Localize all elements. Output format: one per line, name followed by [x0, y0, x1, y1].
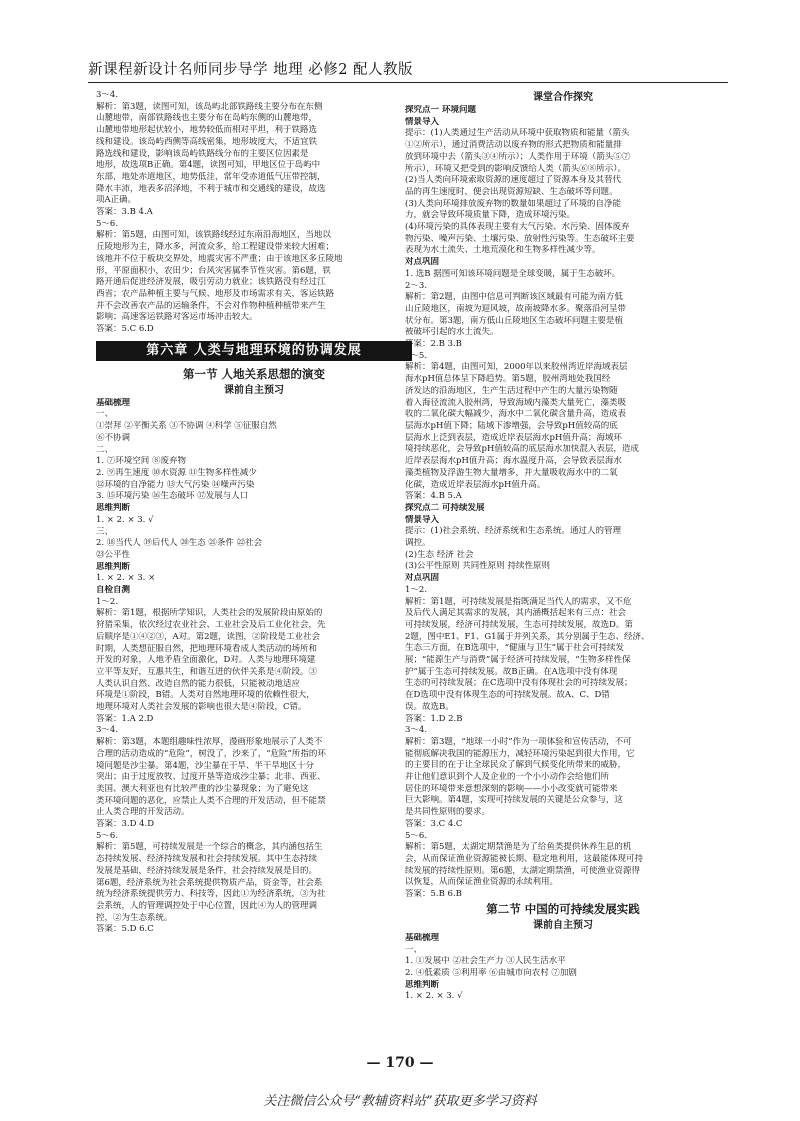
text-line: 3～4.: [405, 725, 428, 736]
text-line: 一、: [96, 409, 114, 420]
text-line: 解析：第3题，读图可知，该岛屿北部铁路线主要分布在东侧: [96, 101, 323, 112]
section-label: 情景导入: [405, 514, 440, 525]
text-line: 第6题，经济系统为社会系统提供物质产品，资金等，社会系: [96, 877, 323, 888]
text-line: 1. × 2. × 3. √: [96, 514, 154, 525]
text-line: 所示），环境又把受到的影响反馈给人类（箭头⑥⑧所示）。: [405, 163, 627, 174]
text-line: 后顺序是①④②③，A对。第2题，读图，②阶段是工业社会: [96, 631, 321, 642]
text-line: 山麓地带，南部铁路线也主要分布在岛屿东侧的山麓地带，: [96, 113, 318, 124]
text-line: ⑥不协调: [96, 432, 131, 443]
text-line: 1. × 2. × 3. ×: [96, 573, 156, 584]
text-line: 1. 选B 据图可知该环境问题是全球变暖，属于生态破坏。: [405, 268, 621, 279]
text-line: 藻类植物及浮游生物大量增多，并大量吸收海水中的二氧: [405, 467, 618, 478]
text-line: 能彻底解决我国的能源压力，减轻环境污染起到很大作用，它: [405, 748, 635, 759]
text-line: 人类认识自然、改造自然的能力很低，只能被动地适应: [96, 678, 301, 689]
text-line: 会系统，人的管理调控处于中心位置，因此④为人的管理调: [96, 901, 318, 911]
text-line: 收的二氧化碳大幅减少，海水中二氧化碳含量升高，造成表: [405, 409, 627, 420]
text-line: 开发的对象，人地矛盾全面激化，D对。人类与地理环境建: [96, 655, 316, 666]
text-line: 地理环境对人类社会发展的影响也很大是④阶段，C错。: [96, 702, 307, 713]
text-line: 解析：第3题，本题组趣味性浓厚，漫画形象地展示了人类不: [96, 737, 323, 748]
text-line: 时期，人类想征服自然，把地理环境看成人类活动的场所和: [96, 643, 318, 654]
section-label: 对点巩固: [405, 573, 440, 584]
text-line: 5～6.: [405, 830, 428, 841]
running-header: 新课程新设计名师同步导学 地理 必修2 配人教版: [88, 62, 414, 78]
text-line: (2)当人类向环境索取资源的速度超过了资源本身及其替代: [405, 175, 622, 186]
text-line: (2)生态 经济 社会: [405, 549, 474, 560]
text-line: 表现为水土流失、土地荒漠化和生物多样性减少等。: [405, 245, 601, 256]
text-line: 解析：第5题，可持续发展是一个综合的概念，其内涵包括生: [96, 842, 323, 853]
text-line: (4)环境污染的具体表现主要有大气污染、水污染、固体废弃: [405, 222, 630, 233]
text-line: 地形，故选项B正确。第4题，读图可知，甲地区位于岛屿中: [96, 160, 321, 171]
text-line: 答案：1.A 2.D: [96, 713, 154, 724]
section-label: 思维判断: [405, 979, 440, 990]
text-line: 3. ⑮环境污染 ⑯生态破坏 ⑰发展与人口: [96, 491, 249, 502]
section-label: 基础梳理: [405, 932, 440, 943]
page-number: — 170 —: [366, 1055, 434, 1071]
text-line: 2. ⑱当代人 ⑲后代人 ⑳生态 ㉑条件 ㉒社会: [96, 538, 263, 549]
text-line: 解析：第3题，“地球一小时”作为一项体验和宣传活动，不可: [405, 736, 632, 747]
text-line: 护”属于生态可持续发展。故B正确。在A选项中没有体现: [405, 666, 618, 677]
text-line: 2题，图中E1、F1、G1属于并列关系，其分别属于生态、经济、: [405, 631, 650, 642]
text-line: 答案：5.C 6.D: [96, 324, 154, 335]
header-rule: [88, 82, 728, 83]
text-line: 1. × 2. × 3. √: [405, 991, 463, 1002]
text-line: ①②所示），通过消费活动以废弃物的形式把物质和能量排: [405, 140, 622, 151]
text-line: 5～6.: [96, 830, 119, 841]
text-line: 3～4.: [96, 90, 119, 100]
text-line: 解析：第5题，太湖定期禁渔是为了给鱼类提供休养生息的机: [405, 842, 632, 853]
text-line: ㉓公平性: [96, 549, 131, 560]
text-line: 可持续发展，经济可持续发展，生态可持续发展，故选D。第: [405, 619, 633, 630]
text-line: 及后代人满足其需求的发展，其内涵概括起来有三点：社会: [405, 608, 627, 619]
text-line: 该地并不位于板块交界处，地震灾害不严重；由于该地区多丘陵地: [96, 253, 343, 264]
text-line: 解析：第4题，由图可知，2000年以来胶州湾近岸海域表层: [405, 362, 628, 373]
section-label: 探究点一 环境问题: [405, 105, 476, 115]
section-label: 思维判断: [96, 503, 131, 514]
text-line: 化碳，造成近岸表层海水pH值升高。: [405, 479, 546, 490]
text-line: 态持续发展、经济持续发展和社会持续发展。其中生态持续: [96, 854, 318, 865]
section-label: 思维判断: [96, 561, 131, 572]
text-line: 解析：第2题，由图中信息可判断该区域最有可能为南方低: [405, 292, 623, 303]
text-line: 生态三方面，在B选项中，“健康与卫生”属于社会可持续发: [405, 643, 624, 654]
text-line: 物污染、噪声污染、土壤污染、放射性污染等。生态破坏主要: [405, 233, 635, 244]
text-line: 会，从而保证渔业资源能被长期、稳定地利用，这最能体现可持: [405, 854, 644, 864]
text-line: 并不会改善农产品的运输条件，不会对作物种植种植带来产生: [96, 300, 326, 311]
text-line: 1～2.: [405, 584, 428, 595]
text-line: 答案：3.D 4.D: [96, 819, 155, 830]
text-line: 立平等友好，互惠共生，和谐互进的伙伴关系是④阶段。③: [96, 666, 318, 677]
text-line: 答案：5.B 6.B: [405, 889, 462, 900]
text-line: 三、: [96, 526, 114, 537]
text-line: 2. ⑨再生速度 ⑩水资源 ⑪生物多样性减少: [96, 467, 257, 478]
text-line: 调控。: [405, 538, 431, 549]
text-line: 济发达的沿海地区，生产生活过程中产生的大量污染物随: [405, 385, 618, 396]
text-line: 着入海径流流入胶州湾，导致海域内藻类大量死亡，藻类吸: [405, 397, 627, 408]
text-line: 提示：(1)人类通过生产活动从环境中获取物质和能量（箭头: [405, 128, 630, 139]
text-line: 力，就会导致环境质量下降，造成环境污染。: [405, 210, 576, 221]
text-line: 发展是基础，经济持续发展是条件，社会持续发展是目的。: [96, 865, 318, 876]
text-line: 类环境问题的恶化，应禁止人类不合理的开发活动，但不能禁: [96, 795, 326, 806]
text-line: 2～3.: [405, 280, 428, 291]
text-line: 状分布。第3题，南方低山丘陵地区生态破坏问题主要是植: [405, 315, 623, 326]
text-line: 答案：3.C 4.C: [405, 818, 463, 829]
section-label: 对点巩固: [405, 257, 440, 268]
text-line: 巨大影响。第4题，实现可持续发展的关键是公众参与，这: [405, 795, 623, 806]
text-line: 展；“能源生产与消费”属于经济可持续发展，“生物多样性保: [405, 655, 631, 666]
text-line: 线和建设。该岛屿西侧等高线密集，地形坡度大，不适宜铁: [96, 136, 318, 147]
text-line: 居住的环境带来意想深刻的影响——小小改变就可能带来: [405, 783, 618, 794]
section-label: 自检自测: [96, 585, 131, 596]
text-line: 控，②为生态系统。: [96, 912, 173, 923]
section-title: 第二节 中国的可持续发展实践: [486, 901, 640, 916]
section-title: 第一节 人地关系思想的演变: [182, 366, 325, 381]
text-line: (3)人类向环境排放废弃物的数量如果超过了环境的自净能: [405, 198, 622, 209]
text-line: 答案：3.B 4.A: [96, 207, 153, 218]
text-line: 解析：第1题，根据所学知识，人类社会的发展阶段由原始的: [96, 608, 323, 619]
text-line: 丘陵地形为主，降水多，河流众多，给工程建设带来较大困难；: [96, 242, 335, 253]
section-label: 基础梳理: [96, 397, 131, 408]
subsection-title: 课堂合作探究: [533, 92, 593, 103]
text-line: 在D选项中没有体现生态的可持续发展。故A、C、D错: [405, 690, 610, 701]
text-line: 东部，地处赤道地区，地势低洼，常年受赤道低气压带控制，: [96, 171, 326, 182]
text-line: 答案：5.D 6.C: [96, 924, 154, 935]
text-line: 海水pH值总体呈下降趋势。第5题，胶州湾地处我国经: [405, 374, 611, 385]
section-label: 情景导入: [405, 116, 440, 127]
text-line: 并让他们意识到个人及企业的一个小小动作会给他们所: [405, 772, 610, 783]
text-line: 答案：2.B 3.B: [405, 339, 462, 350]
subsection-title: 课前自主预习: [533, 919, 593, 931]
text-line: 境持续恶化，会导致pH值较高的底层海水加快混入表层，造成: [405, 444, 639, 455]
left-column: [96, 90, 412, 1050]
text-line: 解析：第1题，可持续发展是指既满足当代人的需求，又不危: [405, 596, 632, 607]
text-line: 近岸表层海水pH值升高；海水温度升高，会导致表层海水: [405, 456, 622, 467]
text-line: 3～4.: [96, 725, 119, 736]
text-line: 以恢复，从而保证渔业资源的永续利用。: [405, 877, 559, 888]
subsection-title: 课前自主预习: [224, 384, 284, 396]
text-line: 放到环境中去（箭头③④所示）；人类作用于环境（箭头⑤⑦: [405, 151, 631, 162]
text-line: 环境是①阶段，B错。人类对自然地理环境的依赖性很大，: [96, 690, 315, 701]
text-line: 降水丰沛，地表多沼泽地，不利于城市和交通线的建设，故选: [96, 183, 326, 194]
text-line: 的主要目的在于让全球民众了解到气候变化所带来的威胁，: [405, 760, 627, 771]
text-line: 生态的可持续发展；在C选项中没有体现社会的可持续发展；: [405, 678, 633, 689]
text-line: 提示：(1)社会系统、经济系统和生态系统。通过人的管理: [405, 526, 622, 537]
text-line: 影响；高速客运铁路对客运市场冲击较大。: [96, 312, 258, 323]
text-line: 5～6.: [96, 218, 119, 229]
text-line: 山丘陵地区，南坡为迎风坡，故南坡降水多。聚落沿河呈带: [405, 303, 627, 314]
text-line: 一、: [405, 944, 423, 955]
text-line: 项A正确。: [96, 195, 137, 206]
text-line: (3)公平性原则 共同性原则 持续性原则: [405, 561, 550, 572]
text-line: 2. ④低素质 ⑤利用率 ⑥由城市向农村 ⑦加剧: [405, 967, 577, 978]
chapter-banner: 第六章 人类与地理环境的协调发展: [96, 341, 412, 361]
text-line: 山麓地带地形起伏较小，地势较低而相对平坦，利于铁路选: [96, 125, 318, 136]
text-line: 品的再生速度时，便会出现资源短缺、生态破坏等问题。: [405, 186, 618, 197]
text-line: 境问题是沙尘暴。第4题，沙尘暴在干旱、半干旱地区十分: [96, 760, 314, 771]
text-line: 解析：第5题，由图可知，该铁路线经过东南沿海地区，当地以: [96, 230, 331, 241]
text-line: 狩猎采集，依次经过农业社会、工业社会及后工业化社会，先: [96, 620, 326, 631]
text-line: 路选线和建设，影响该岛屿铁路线分布的主要区位因素是: [96, 148, 309, 159]
text-line: 答案：1.D 2.B: [405, 713, 463, 724]
section-label: 探究点二 可持续发展: [405, 502, 485, 513]
text-line: 4～5.: [405, 350, 428, 361]
text-line: 续发展的持续性原则。第6题，太湖定期禁渔，可使渔业资源得: [405, 865, 640, 876]
text-line: 止人类合理的开发活动。: [96, 807, 190, 818]
text-line: 美国、澳大利亚也有比较严重的沙尘暴现象；为了避免这: [96, 783, 309, 794]
text-line: 被破坏引起的水土流失。: [405, 327, 499, 338]
text-line: 层海水上泛到表层，造成近岸表层海水pH值升高；海域环: [405, 432, 622, 443]
text-line: 西省；农产品种植主要与气候、地形及市场需求有关，客运铁路: [96, 288, 335, 299]
text-line: 1～2.: [96, 596, 119, 607]
footer-note: 关注微信公众号“教辅资料站”获取更多学习资料: [263, 1094, 537, 1109]
text-line: 层海水pH值下降；陆域下渗增强，会导致pH值较高的底: [405, 420, 618, 431]
text-line: 路开通后促进经济发展，吸引劳动力就业；该铁路没有经过江: [96, 277, 326, 288]
text-line: 二、: [96, 444, 114, 455]
right-column: [405, 90, 721, 1050]
text-line: 误。故选B。: [405, 701, 454, 712]
text-line: 1. ①发展中 ②社会生产力 ③人民生活水平: [405, 956, 566, 967]
text-line: 突出；由于过度放牧、过度开垦等造成沙尘暴；北非、西亚、: [96, 772, 326, 783]
text-line: ①崇拜 ②平衡关系 ③不协调 ④科学 ⑤征服自然: [96, 421, 277, 432]
text-line: 是共同性原则的要求。: [405, 807, 491, 818]
text-line: 形，平原面积小，农田少；台风灾害属季节性灾害。第6题，铁: [96, 265, 331, 276]
text-line: 统为经济系统提供劳力、科技等，因此①为经济系统，③为社: [96, 889, 326, 900]
text-line: 合理的活动造成的“危险”，树没了，沙来了，“危险”所指的环: [96, 748, 326, 759]
text-line: ⑫环境的自净能力 ⑬大气污染 ⑭噪声污染: [96, 479, 255, 490]
text-line: 答案：4.B 5.A: [405, 491, 462, 502]
text-line: 1. ⑦环境空间 ⑧废弃物: [96, 456, 187, 467]
